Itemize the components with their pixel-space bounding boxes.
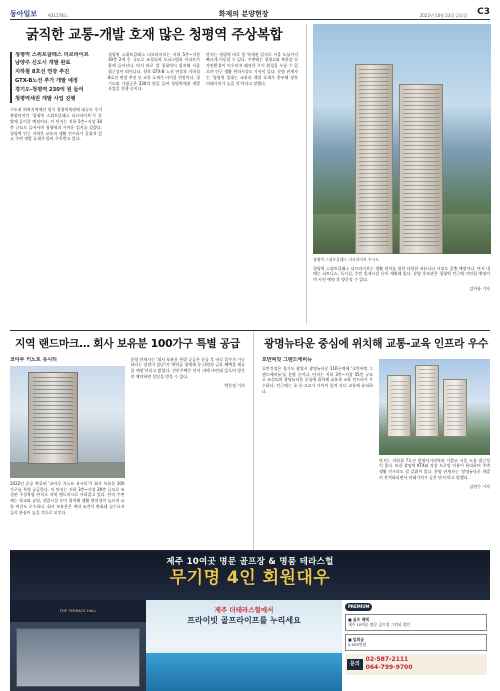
byline: 김연수 기자 [469,483,490,489]
second-row [10,330,490,562]
article-body: 단지는 청평역 바로 앞 역세권 입지로 서울 도심까지 빠르게 이동할 수 있다. 주변에는 청평호와 북한강 등 자연환경이 어우러져 쾌적한 주거 환경을 누릴 수 있으며 인근 생활 편의시설도 가까이 있다. 분양 관계자는 '청평역 일대는 교통과 개발 호재가 풍부해 향후 미래가치가 높을 것'이라고 말했다. [206,51,298,86]
article-kicker: 호반써밋 그랜드에비뉴 [262,356,313,363]
byline: 박은정 기자 [224,382,245,388]
subhead-line: 청평역 스위트클래스 더르라이브 [15,51,89,58]
ad-hotel-sub: 프라이빗 골프라이프를 누리세요 [187,616,301,626]
subhead-line: 지하철 8호선 연장 추진 [15,69,70,76]
box-title: ■ 입회금 [348,636,364,642]
article-coaru [10,331,254,562]
tower-a [355,64,393,254]
article-kicker: 코아루 키노트 유시티 [10,356,57,363]
article-body: 호반건설은 경기도 광명시 광명뉴타운 11R구역에 '호반써밋 그랜드에비뉴'를 분양 중이다. 단지는 지하 3층~지상 35층 규모로 조성되며 광명뉴타운 중심에 위치해 교통과 교육 인프라가 우수하다. 인근에는 초·중·고교가 가까이 있어 자녀 교육에 유리하다. [262,365,373,395]
ad-brand: THE TERRACE HALL [10,600,146,622]
article-body: 단지는 지하철 7호선 광명사거리역과 가깝고 서울 도심 접근성이 좋다. 또한 광명역 KTX와 각종 도로망 이용이 편리하며 주변 생활 인프라도 잘 갖춰져 있다. 분양 관계자는 '광명뉴타운 개발이 본격화되면서 미래가치가 높은 단지'라고 말했다. [379,457,490,481]
box-text: 제주 10여곳 명문 골프장 그린피 할인 [348,622,411,628]
section-title: 화제의 분양현장 [218,9,269,18]
ad-headline: 무기명 4인 회원대우 [169,568,331,589]
ad-fee-box [345,634,487,651]
byline: 김아름 기자 [469,285,490,291]
pool-image [146,653,342,691]
issue-number: 제31178호 [47,13,68,19]
phone-number[interactable]: 064-799-9700 [365,664,413,672]
premium-badge: PREMIUM [345,603,372,611]
subhead-line: GTX-B노선 추가 개발 예정 [15,77,78,84]
photo-caption: 청평역 스위트클래스 더르라이브 투시도 [313,257,379,262]
box-title: ■ 골프 혜택 [348,616,369,622]
box-text: 2,000만원 [348,642,367,648]
ad-banner [10,552,490,600]
building-photo [10,366,125,478]
article-body: 청평역 스위트클래스 더르라이브는 생활 편의를 위한 다양한 커뮤니티 시설도 갖출 예정이다. 단지 내에는 피트니스, 독서실, 주민 휴게시설 등이 계획돼 있다. 분양 홍보관은 청평역 인근에 마련될 예정이며 사전 예약 후 방문할 수 있다. [313,265,490,283]
article-subheads [10,52,102,104]
complex-photo [379,359,490,455]
subhead-line: 청평역세권 개발 사업 진행 [15,95,76,102]
ad-resort-photo [146,600,342,691]
article-cheongpyeong [10,24,490,324]
article-body: 2022년 준공 완료된 '코아루 키노트 유시티'가 회사 보유분 100가구를 특별 공급한다. 이 단지는 지하 3층~지상 29층 규모로 조성된 주상복합 단지로 지역 랜드마크로 자리잡고 있다. 단지 주변에는 학교와 공원, 상업시설 등이 위치해 생활 편의성이 높으며 교통 여건도 우수하다. 회사 보유분은 계약 조건이 완화돼 실수요자들의 관심이 높을 것으로 보인다. [10,480,125,515]
article-headline: 굵직한 교통-개발 호재 많은 청평역 주상복합 [25,27,283,43]
subhead-line: 남양주 신도시 개발 완료 [15,60,71,67]
page-number: C3 [477,6,490,17]
article-body: 수도권 외곽지역에선 광기 청평역세권에 대규모 주거복합단지인 '청평역 스위트클래스 더르라이브'가 분양에 들어갈 예정이다. 이 단지는 지하 5층~지상 30층 규모로 들어서며 청평역과 가까운 입지를 갖췄다. 청평역 인근 지역은 교통과 생활 인프라가 갖춰져 있고 주변 개발 호재가 많아 주목받고 있다. [10,107,102,142]
ad-info-panel [342,600,490,691]
tower-b [399,84,443,254]
article-body: 분양 관계자는 '회사 보유분 특별 공급은 준공 후 바로 입주가 가능하다는 장점이 있다'며 '계약금 정액제 등 다양한 금융 혜택을 제공할 예정'이라고 밝혔다. 견본주택은 단지 내에 마련돼 있으며 방문 전 예약하면 상담을 받을 수 있다. [130,356,245,380]
room-image [16,628,140,687]
issue-date: 2022년 10월 23일 금요일 [419,13,468,19]
masthead [10,6,490,20]
article-headline: 지역 랜드마크… 회사 보유분 100가구 특별 공급 [14,337,241,350]
building-rendering-photo [313,24,491,254]
article-headline: 광명뉴타운 중심에 위치해 교통-교육 인프라 우수 [263,337,489,350]
subhead-line: 경기도-청평역 230억 원 들여 [15,86,84,93]
ad-tagline: 제주 10여곳 명문 골프장 & 명품 테라스헐 [166,557,334,567]
article-hoban [254,331,490,562]
article-body: 청평역 스위트클래스 더르라이브는 지하 5층~지상 30층 2개 동 규모로 조성되며 오피스텔과 아파트가 함께 들어선다. 단지 바로 앞 청평역이 위치해 서울 접근성이 뛰어나다. 향후 GTX-B 노선 연장과 지하철 8호선 연장 추진 등 교통 호재가 이어질 전망이다. 경기도와 가평군은 230억 원을 들여 청평역세권 개발 사업을 진행 중이다. [108,51,200,92]
contact-label: 문의 [347,659,363,670]
ad-hotel-name: 제주 더테라스헐에서 [214,606,274,614]
golf-advertisement [10,550,490,691]
newspaper-logo: 동아일보 [10,8,38,18]
ad-interior-photo [10,600,146,691]
ad-benefit-box [345,614,487,631]
phone-number[interactable]: 02-587-2111 [365,655,409,663]
ad-contact [345,654,487,675]
